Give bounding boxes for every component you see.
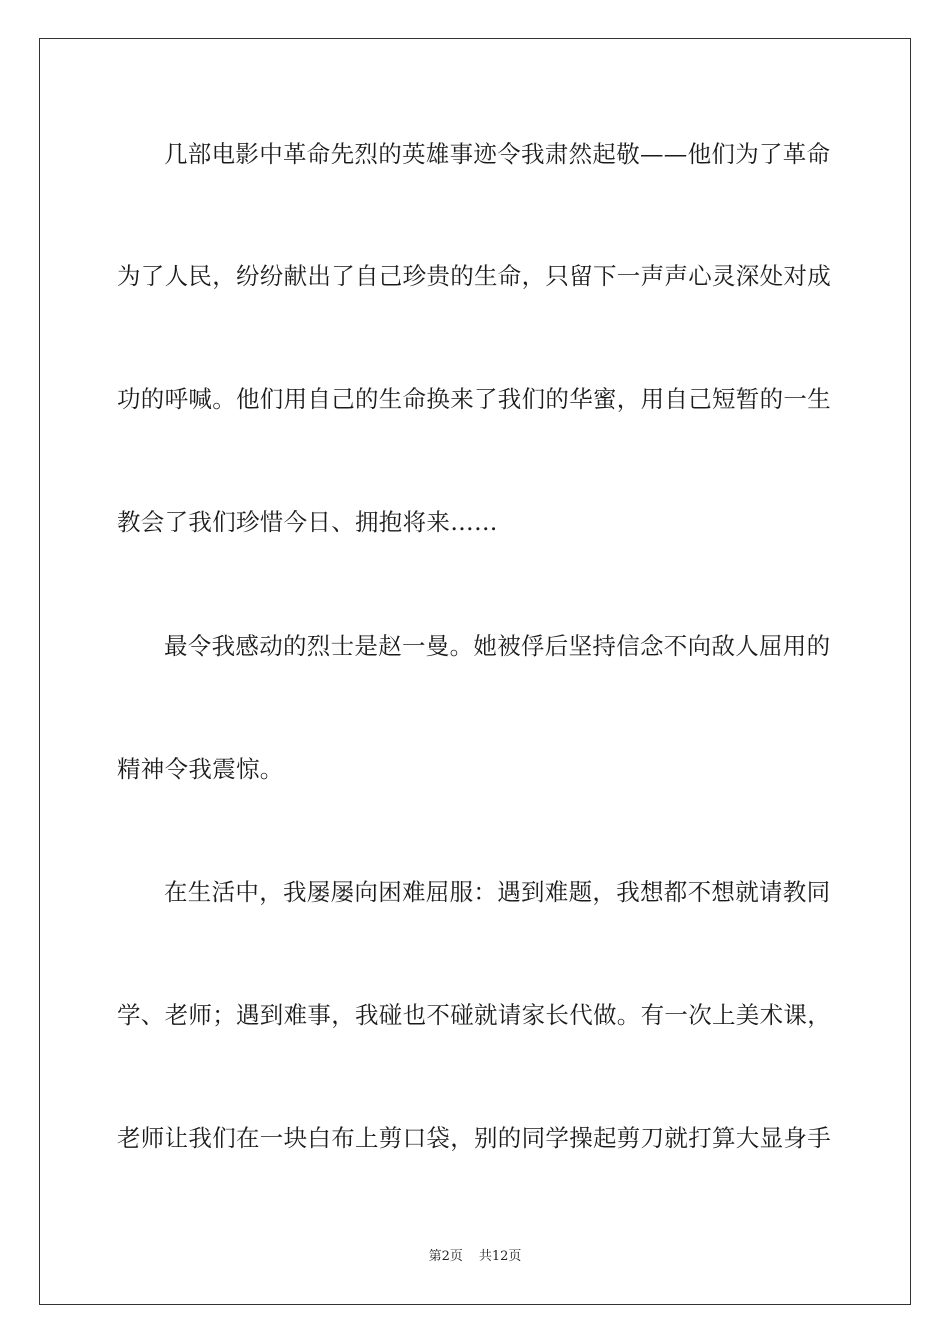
paragraph-3-line-1: 在生活中，我屡屡向困难屈服：遇到难题，我想都不想就请教同 [164, 878, 831, 906]
paragraph-1-line-3: 功的呼喊。他们用自己的生命换来了我们的华蜜，用自己短暂的一生 [117, 385, 831, 413]
page-number: 第2页 [428, 1249, 463, 1264]
paragraph-3-line-2: 学、老师；遇到难事，我碰也不碰就请家长代做。有一次上美术课， [117, 1001, 831, 1029]
paragraph-2-line-1: 最令我感动的烈士是赵一曼。她被俘后坚持信念不向敌人屈用的 [164, 632, 831, 660]
paragraph-3-line-3: 老师让我们在一块白布上剪口袋，别的同学操起剪刀就打算大显身手 [117, 1124, 831, 1152]
page-footer [0, 1248, 950, 1266]
paragraph-1-line-4: 教会了我们珍惜今日、拥抱将来…… [117, 508, 498, 536]
paragraph-1-line-2: 为了人民，纷纷献出了自己珍贵的生命，只留下一声声心灵深处对成 [117, 262, 831, 290]
page-border [39, 38, 911, 1305]
paragraph-1-line-1: 几部电影中革命先烈的英雄事迹令我肃然起敬——他们为了革命 [164, 140, 831, 168]
paragraph-2-line-2: 精神令我震惊。 [117, 755, 284, 783]
page-total: 共12页 [478, 1249, 522, 1264]
